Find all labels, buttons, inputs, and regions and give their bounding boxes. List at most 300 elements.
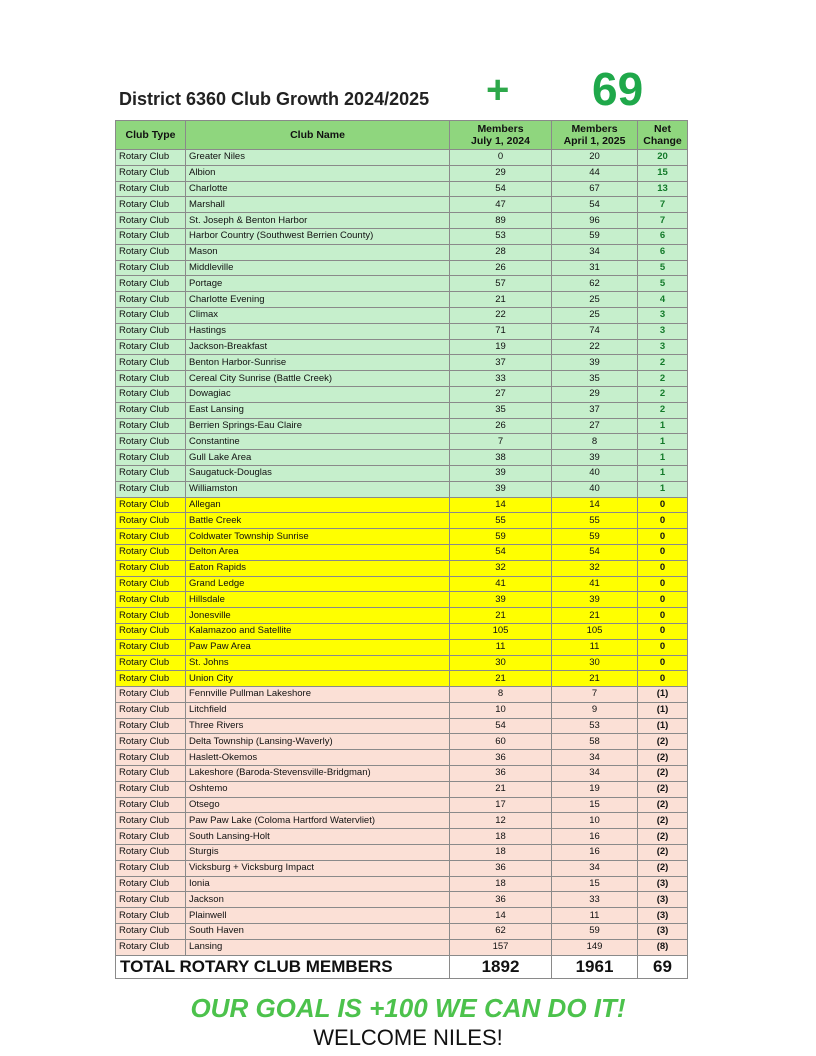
club-type-cell: Rotary Club bbox=[116, 213, 186, 229]
table-row bbox=[116, 623, 688, 639]
members-april-cell: 149 bbox=[552, 939, 638, 955]
club-type-cell: Rotary Club bbox=[116, 371, 186, 387]
club-type-cell: Rotary Club bbox=[116, 718, 186, 734]
members-april-cell: 22 bbox=[552, 339, 638, 355]
members-april-cell: 20 bbox=[552, 150, 638, 166]
members-july-cell: 26 bbox=[450, 418, 552, 434]
club-type-cell: Rotary Club bbox=[116, 465, 186, 481]
club-type-cell: Rotary Club bbox=[116, 544, 186, 560]
members-july-cell: 35 bbox=[450, 402, 552, 418]
table-row bbox=[116, 544, 688, 560]
net-change-cell: (1) bbox=[638, 687, 688, 703]
table-row bbox=[116, 497, 688, 513]
members-april-cell: 16 bbox=[552, 845, 638, 861]
club-name-cell: Portage bbox=[186, 276, 450, 292]
members-april-cell: 41 bbox=[552, 576, 638, 592]
table-row bbox=[116, 908, 688, 924]
club-type-cell: Rotary Club bbox=[116, 592, 186, 608]
club-name-cell: Vicksburg + Vicksburg Impact bbox=[186, 860, 450, 876]
table-row bbox=[116, 924, 688, 940]
members-april-cell: 32 bbox=[552, 560, 638, 576]
members-april-cell: 15 bbox=[552, 797, 638, 813]
members-april-cell: 40 bbox=[552, 465, 638, 481]
members-july-cell: 18 bbox=[450, 845, 552, 861]
table-row bbox=[116, 434, 688, 450]
club-type-cell: Rotary Club bbox=[116, 766, 186, 782]
table-row bbox=[116, 181, 688, 197]
table-row bbox=[116, 576, 688, 592]
club-type-cell: Rotary Club bbox=[116, 450, 186, 466]
club-name-cell: Haslett-Okemos bbox=[186, 750, 450, 766]
club-name-cell: Paw Paw Area bbox=[186, 639, 450, 655]
net-change-cell: (2) bbox=[638, 845, 688, 861]
club-name-cell: Berrien Springs-Eau Claire bbox=[186, 418, 450, 434]
members-july-cell: 22 bbox=[450, 307, 552, 323]
table-row bbox=[116, 292, 688, 308]
members-april-cell: 7 bbox=[552, 687, 638, 703]
members-april-cell: 105 bbox=[552, 623, 638, 639]
members-july-cell: 47 bbox=[450, 197, 552, 213]
club-type-cell: Rotary Club bbox=[116, 671, 186, 687]
members-april-cell: 34 bbox=[552, 750, 638, 766]
members-july-cell: 36 bbox=[450, 750, 552, 766]
table-row bbox=[116, 876, 688, 892]
net-change-cell: 1 bbox=[638, 465, 688, 481]
net-change-cell: (8) bbox=[638, 939, 688, 955]
members-july-cell: 19 bbox=[450, 339, 552, 355]
col-net-change bbox=[638, 121, 688, 150]
net-change-cell: (2) bbox=[638, 829, 688, 845]
net-change-cell: 20 bbox=[638, 150, 688, 166]
club-name-cell: Coldwater Township Sunrise bbox=[186, 529, 450, 545]
members-april-cell: 39 bbox=[552, 450, 638, 466]
club-name-cell: Delton Area bbox=[186, 544, 450, 560]
club-type-cell: Rotary Club bbox=[116, 481, 186, 497]
club-name-cell: Marshall bbox=[186, 197, 450, 213]
club-type-cell: Rotary Club bbox=[116, 339, 186, 355]
members-july-cell: 38 bbox=[450, 450, 552, 466]
members-july-cell: 36 bbox=[450, 860, 552, 876]
members-april-cell: 55 bbox=[552, 513, 638, 529]
net-change-cell: 0 bbox=[638, 592, 688, 608]
col-club-type: Club Type bbox=[116, 121, 186, 150]
members-april-cell: 39 bbox=[552, 592, 638, 608]
members-april-cell: 29 bbox=[552, 386, 638, 402]
members-july-cell: 14 bbox=[450, 908, 552, 924]
members-april-cell: 27 bbox=[552, 418, 638, 434]
net-change-cell: (3) bbox=[638, 924, 688, 940]
members-july-cell: 59 bbox=[450, 529, 552, 545]
members-july-cell: 8 bbox=[450, 687, 552, 703]
table-row bbox=[116, 228, 688, 244]
club-name-cell: Three Rivers bbox=[186, 718, 450, 734]
club-name-cell: Otsego bbox=[186, 797, 450, 813]
net-change-cell: 15 bbox=[638, 165, 688, 181]
club-type-cell: Rotary Club bbox=[116, 323, 186, 339]
club-type-cell: Rotary Club bbox=[116, 623, 186, 639]
club-name-cell: Fennville Pullman Lakeshore bbox=[186, 687, 450, 703]
members-july-cell: 0 bbox=[450, 150, 552, 166]
members-april-cell: 58 bbox=[552, 734, 638, 750]
club-type-cell: Rotary Club bbox=[116, 181, 186, 197]
net-change-cell: 2 bbox=[638, 386, 688, 402]
members-april-cell: 25 bbox=[552, 307, 638, 323]
net-change-cell: 0 bbox=[638, 623, 688, 639]
net-change-cell: 0 bbox=[638, 560, 688, 576]
table-row bbox=[116, 845, 688, 861]
members-april-cell: 16 bbox=[552, 829, 638, 845]
club-type-cell: Rotary Club bbox=[116, 150, 186, 166]
club-type-cell: Rotary Club bbox=[116, 750, 186, 766]
table-row bbox=[116, 529, 688, 545]
club-name-cell: Cereal City Sunrise (Battle Creek) bbox=[186, 371, 450, 387]
club-name-cell: Gull Lake Area bbox=[186, 450, 450, 466]
club-name-cell: Dowagiac bbox=[186, 386, 450, 402]
members-july-cell: 60 bbox=[450, 734, 552, 750]
table-row bbox=[116, 276, 688, 292]
club-type-cell: Rotary Club bbox=[116, 797, 186, 813]
table-row bbox=[116, 939, 688, 955]
net-change-cell: 1 bbox=[638, 418, 688, 434]
club-type-cell: Rotary Club bbox=[116, 639, 186, 655]
club-name-cell: Jonesville bbox=[186, 608, 450, 624]
net-growth-total: 69 bbox=[592, 63, 644, 115]
table-row bbox=[116, 213, 688, 229]
members-july-cell: 21 bbox=[450, 781, 552, 797]
table-row bbox=[116, 244, 688, 260]
net-change-cell: 1 bbox=[638, 434, 688, 450]
club-type-cell: Rotary Club bbox=[116, 860, 186, 876]
club-type-cell: Rotary Club bbox=[116, 829, 186, 845]
club-name-cell: Mason bbox=[186, 244, 450, 260]
members-july-cell: 21 bbox=[450, 671, 552, 687]
members-april-cell: 74 bbox=[552, 323, 638, 339]
club-type-cell: Rotary Club bbox=[116, 845, 186, 861]
club-type-cell: Rotary Club bbox=[116, 165, 186, 181]
club-type-cell: Rotary Club bbox=[116, 655, 186, 671]
table-row bbox=[116, 371, 688, 387]
club-type-cell: Rotary Club bbox=[116, 892, 186, 908]
members-july-cell: 37 bbox=[450, 355, 552, 371]
club-name-cell: Climax bbox=[186, 307, 450, 323]
net-change-cell: (1) bbox=[638, 718, 688, 734]
club-name-cell: Williamston bbox=[186, 481, 450, 497]
net-change-cell: (2) bbox=[638, 781, 688, 797]
club-name-cell: St. Johns bbox=[186, 655, 450, 671]
members-april-cell: 44 bbox=[552, 165, 638, 181]
members-july-cell: 41 bbox=[450, 576, 552, 592]
table-row bbox=[116, 655, 688, 671]
table-row bbox=[116, 829, 688, 845]
club-name-cell: Lakeshore (Baroda-Stevensville-Bridgman) bbox=[186, 766, 450, 782]
table-row bbox=[116, 718, 688, 734]
club-type-cell: Rotary Club bbox=[116, 386, 186, 402]
table-row bbox=[116, 465, 688, 481]
club-type-cell: Rotary Club bbox=[116, 418, 186, 434]
club-name-cell: Harbor Country (Southwest Berrien County) bbox=[186, 228, 450, 244]
club-name-cell: Albion bbox=[186, 165, 450, 181]
club-name-cell: Greater Niles bbox=[186, 150, 450, 166]
club-type-cell: Rotary Club bbox=[116, 260, 186, 276]
club-name-cell: South Lansing-Holt bbox=[186, 829, 450, 845]
table-row bbox=[116, 671, 688, 687]
table-row bbox=[116, 813, 688, 829]
net-change-cell: 4 bbox=[638, 292, 688, 308]
members-july-cell: 26 bbox=[450, 260, 552, 276]
col-members-july-line1: Members bbox=[477, 123, 524, 135]
net-change-cell: 13 bbox=[638, 181, 688, 197]
club-name-cell: Charlotte bbox=[186, 181, 450, 197]
table-row bbox=[116, 734, 688, 750]
club-type-cell: Rotary Club bbox=[116, 939, 186, 955]
members-july-cell: 54 bbox=[450, 718, 552, 734]
club-name-cell: Charlotte Evening bbox=[186, 292, 450, 308]
members-july-cell: 39 bbox=[450, 592, 552, 608]
table-row bbox=[116, 165, 688, 181]
club-type-cell: Rotary Club bbox=[116, 576, 186, 592]
club-type-cell: Rotary Club bbox=[116, 197, 186, 213]
members-april-cell: 14 bbox=[552, 497, 638, 513]
members-july-cell: 28 bbox=[450, 244, 552, 260]
members-april-cell: 67 bbox=[552, 181, 638, 197]
table-row bbox=[116, 766, 688, 782]
net-change-cell: 2 bbox=[638, 371, 688, 387]
table-row bbox=[116, 150, 688, 166]
net-change-cell: 0 bbox=[638, 671, 688, 687]
net-change-cell: 0 bbox=[638, 639, 688, 655]
club-type-cell: Rotary Club bbox=[116, 276, 186, 292]
members-july-cell: 33 bbox=[450, 371, 552, 387]
table-row bbox=[116, 592, 688, 608]
net-change-cell: (1) bbox=[638, 702, 688, 718]
table-row bbox=[116, 307, 688, 323]
welcome-text: WELCOME NILES! bbox=[313, 1025, 503, 1050]
net-change-cell: 0 bbox=[638, 529, 688, 545]
col-members-july bbox=[450, 121, 552, 150]
members-april-cell: 15 bbox=[552, 876, 638, 892]
members-july-cell: 54 bbox=[450, 181, 552, 197]
page-header bbox=[0, 0, 816, 120]
members-july-cell: 54 bbox=[450, 544, 552, 560]
net-change-cell: 2 bbox=[638, 402, 688, 418]
members-july-cell: 62 bbox=[450, 924, 552, 940]
net-change-cell: 2 bbox=[638, 355, 688, 371]
members-july-cell: 21 bbox=[450, 292, 552, 308]
club-name-cell: Hillsdale bbox=[186, 592, 450, 608]
members-april-cell: 54 bbox=[552, 544, 638, 560]
table-row bbox=[116, 750, 688, 766]
goal-banner: OUR GOAL IS +100 WE CAN DO IT! bbox=[190, 993, 626, 1023]
members-july-cell: 10 bbox=[450, 702, 552, 718]
members-july-cell: 36 bbox=[450, 892, 552, 908]
members-july-cell: 21 bbox=[450, 608, 552, 624]
club-name-cell: Oshtemo bbox=[186, 781, 450, 797]
col-members-april bbox=[552, 121, 638, 150]
net-change-cell: 5 bbox=[638, 260, 688, 276]
table-row bbox=[116, 513, 688, 529]
members-july-cell: 39 bbox=[450, 481, 552, 497]
club-name-cell: Litchfield bbox=[186, 702, 450, 718]
table-row bbox=[116, 781, 688, 797]
members-july-cell: 18 bbox=[450, 876, 552, 892]
members-april-cell: 62 bbox=[552, 276, 638, 292]
total-label: TOTAL ROTARY CLUB MEMBERS bbox=[116, 955, 450, 978]
net-change-cell: (2) bbox=[638, 813, 688, 829]
members-april-cell: 25 bbox=[552, 292, 638, 308]
members-april-cell: 34 bbox=[552, 244, 638, 260]
club-name-cell: Grand Ledge bbox=[186, 576, 450, 592]
table-row bbox=[116, 892, 688, 908]
total-members-july: 1892 bbox=[450, 955, 552, 978]
club-type-cell: Rotary Club bbox=[116, 434, 186, 450]
members-april-cell: 30 bbox=[552, 655, 638, 671]
total-row bbox=[116, 955, 688, 978]
members-july-cell: 27 bbox=[450, 386, 552, 402]
members-april-cell: 9 bbox=[552, 702, 638, 718]
members-april-cell: 11 bbox=[552, 639, 638, 655]
club-type-cell: Rotary Club bbox=[116, 813, 186, 829]
members-july-cell: 57 bbox=[450, 276, 552, 292]
table-row bbox=[116, 402, 688, 418]
col-members-july-line2: July 1, 2024 bbox=[471, 135, 530, 147]
club-name-cell: Benton Harbor-Sunrise bbox=[186, 355, 450, 371]
members-july-cell: 53 bbox=[450, 228, 552, 244]
net-change-cell: 0 bbox=[638, 544, 688, 560]
net-change-cell: 0 bbox=[638, 497, 688, 513]
club-type-cell: Rotary Club bbox=[116, 513, 186, 529]
col-net-change-line2: Change bbox=[643, 135, 682, 147]
club-name-cell: Jackson-Breakfast bbox=[186, 339, 450, 355]
members-july-cell: 55 bbox=[450, 513, 552, 529]
club-growth-table bbox=[115, 120, 688, 979]
club-name-cell: Battle Creek bbox=[186, 513, 450, 529]
club-name-cell: Plainwell bbox=[186, 908, 450, 924]
members-april-cell: 11 bbox=[552, 908, 638, 924]
club-type-cell: Rotary Club bbox=[116, 924, 186, 940]
net-change-cell: 0 bbox=[638, 655, 688, 671]
members-july-cell: 30 bbox=[450, 655, 552, 671]
net-change-cell: 6 bbox=[638, 244, 688, 260]
club-type-cell: Rotary Club bbox=[116, 529, 186, 545]
members-april-cell: 37 bbox=[552, 402, 638, 418]
members-april-cell: 53 bbox=[552, 718, 638, 734]
total-net-change: 69 bbox=[638, 955, 688, 978]
club-name-cell: Ionia bbox=[186, 876, 450, 892]
members-april-cell: 33 bbox=[552, 892, 638, 908]
members-april-cell: 59 bbox=[552, 228, 638, 244]
table-row bbox=[116, 687, 688, 703]
club-name-cell: Constantine bbox=[186, 434, 450, 450]
members-july-cell: 12 bbox=[450, 813, 552, 829]
net-change-cell: 1 bbox=[638, 481, 688, 497]
net-change-cell: (3) bbox=[638, 876, 688, 892]
net-change-cell: 3 bbox=[638, 307, 688, 323]
table-row bbox=[116, 608, 688, 624]
club-type-cell: Rotary Club bbox=[116, 292, 186, 308]
net-change-cell: 0 bbox=[638, 513, 688, 529]
members-april-cell: 34 bbox=[552, 766, 638, 782]
members-april-cell: 96 bbox=[552, 213, 638, 229]
col-members-april-line2: April 1, 2025 bbox=[563, 135, 626, 147]
members-april-cell: 21 bbox=[552, 608, 638, 624]
net-change-cell: 7 bbox=[638, 213, 688, 229]
table-row bbox=[116, 481, 688, 497]
club-type-cell: Rotary Club bbox=[116, 355, 186, 371]
club-name-cell: Union City bbox=[186, 671, 450, 687]
club-type-cell: Rotary Club bbox=[116, 497, 186, 513]
members-july-cell: 105 bbox=[450, 623, 552, 639]
members-july-cell: 17 bbox=[450, 797, 552, 813]
net-change-cell: 0 bbox=[638, 608, 688, 624]
net-change-cell: 0 bbox=[638, 576, 688, 592]
club-name-cell: Kalamazoo and Satellite bbox=[186, 623, 450, 639]
club-name-cell: Jackson bbox=[186, 892, 450, 908]
table-row bbox=[116, 860, 688, 876]
net-change-cell: (2) bbox=[638, 766, 688, 782]
club-name-cell: Lansing bbox=[186, 939, 450, 955]
col-members-april-line1: Members bbox=[571, 123, 618, 135]
net-change-cell: (2) bbox=[638, 734, 688, 750]
club-name-cell: Saugatuck-Douglas bbox=[186, 465, 450, 481]
members-april-cell: 59 bbox=[552, 529, 638, 545]
club-name-cell: Sturgis bbox=[186, 845, 450, 861]
members-april-cell: 40 bbox=[552, 481, 638, 497]
table-row bbox=[116, 260, 688, 276]
table-row bbox=[116, 639, 688, 655]
table-row bbox=[116, 560, 688, 576]
members-april-cell: 19 bbox=[552, 781, 638, 797]
net-change-cell: (3) bbox=[638, 892, 688, 908]
net-change-cell: (3) bbox=[638, 908, 688, 924]
net-change-cell: 6 bbox=[638, 228, 688, 244]
table-body bbox=[116, 150, 688, 956]
members-july-cell: 18 bbox=[450, 829, 552, 845]
net-change-cell: 1 bbox=[638, 450, 688, 466]
members-april-cell: 10 bbox=[552, 813, 638, 829]
net-change-cell: 3 bbox=[638, 323, 688, 339]
club-name-cell: Delta Township (Lansing-Waverly) bbox=[186, 734, 450, 750]
members-july-cell: 14 bbox=[450, 497, 552, 513]
club-name-cell: South Haven bbox=[186, 924, 450, 940]
table-row bbox=[116, 323, 688, 339]
club-type-cell: Rotary Club bbox=[116, 876, 186, 892]
net-change-cell: 3 bbox=[638, 339, 688, 355]
table-row bbox=[116, 197, 688, 213]
club-type-cell: Rotary Club bbox=[116, 687, 186, 703]
club-name-cell: Middleville bbox=[186, 260, 450, 276]
col-club-name: Club Name bbox=[186, 121, 450, 150]
members-april-cell: 31 bbox=[552, 260, 638, 276]
table-row bbox=[116, 418, 688, 434]
table-row bbox=[116, 702, 688, 718]
club-name-cell: Allegan bbox=[186, 497, 450, 513]
members-july-cell: 11 bbox=[450, 639, 552, 655]
members-july-cell: 36 bbox=[450, 766, 552, 782]
page-title: District 6360 Club Growth 2024/2025 bbox=[119, 89, 430, 109]
club-name-cell: Hastings bbox=[186, 323, 450, 339]
table-row bbox=[116, 386, 688, 402]
members-july-cell: 89 bbox=[450, 213, 552, 229]
club-type-cell: Rotary Club bbox=[116, 307, 186, 323]
club-type-cell: Rotary Club bbox=[116, 560, 186, 576]
members-july-cell: 157 bbox=[450, 939, 552, 955]
table-header-row bbox=[116, 121, 688, 150]
members-july-cell: 71 bbox=[450, 323, 552, 339]
club-name-cell: St. Joseph & Benton Harbor bbox=[186, 213, 450, 229]
table-row bbox=[116, 339, 688, 355]
club-type-cell: Rotary Club bbox=[116, 608, 186, 624]
total-members-april: 1961 bbox=[552, 955, 638, 978]
